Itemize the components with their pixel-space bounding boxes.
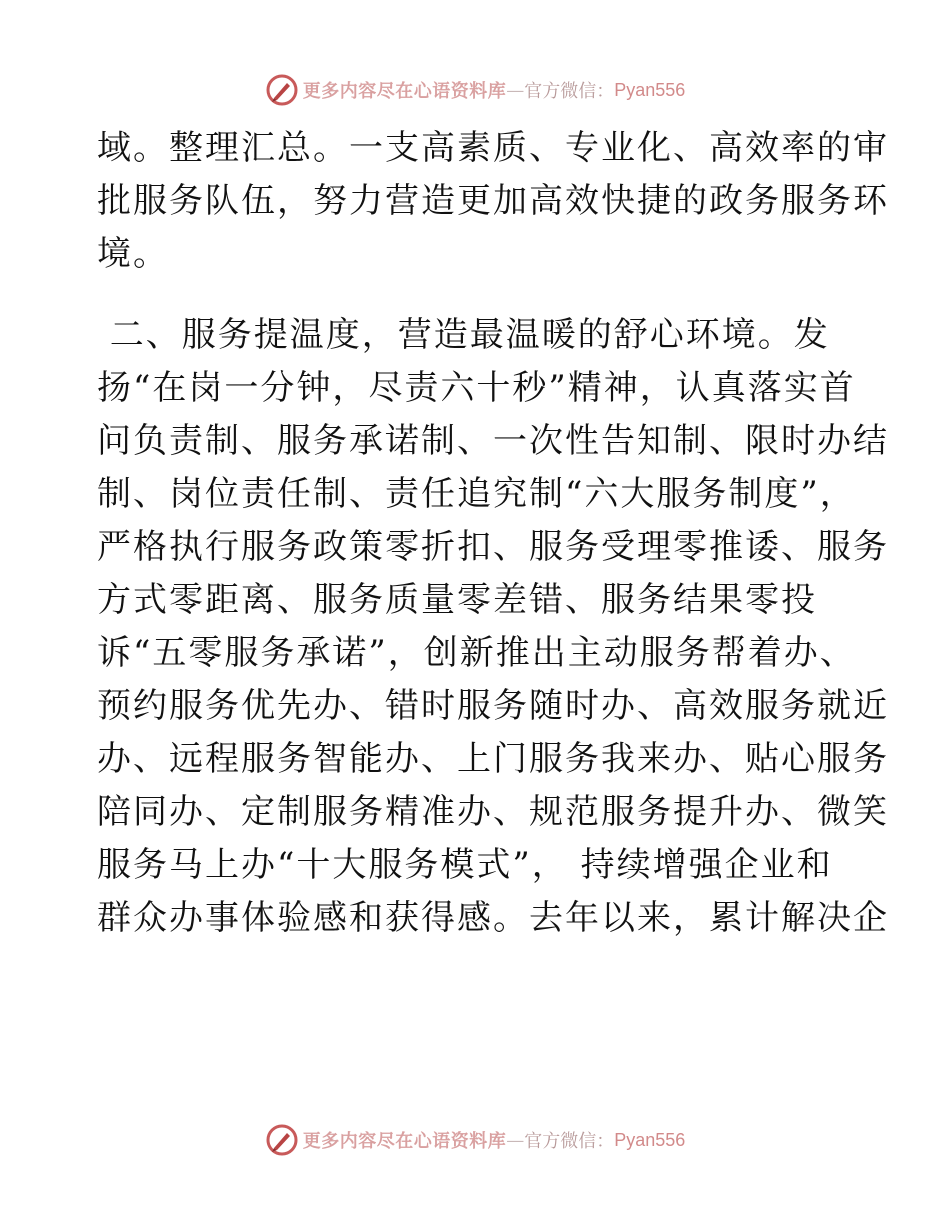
watermark-account: Pyan556 (614, 79, 686, 100)
watermark-account: Pyan556 (614, 1129, 686, 1150)
pen-logo-icon (265, 1123, 299, 1157)
footer-watermark (0, 1120, 950, 1160)
watermark-separator: — (506, 79, 525, 101)
watermark-separator: — (506, 1129, 525, 1151)
text-line: 制、岗位责任制、责任追究制“六大服务制度”， (97, 474, 856, 514)
text-line: 办、远程服务智能办、上门服务我来办、贴心服务 (97, 739, 889, 779)
text-line: 境。 (97, 234, 169, 274)
text-line: 严格执行服务政策零折扣、服务受理零推诿、服务 (97, 527, 889, 567)
header-watermark (0, 70, 950, 110)
text-line: 域。整理汇总。一支高素质、专业化、高效率的审 (97, 128, 889, 168)
text-line: 群众办事体验感和获得感。去年以来，累计解决企 (97, 898, 889, 938)
text-line: 预约服务优先办、错时服务随时办、高效服务就近 (97, 686, 889, 726)
paragraph-2 (97, 309, 889, 945)
text-line: 陪同办、定制服务精准办、规范服务提升办、微笑 (97, 792, 889, 832)
document-body (97, 122, 889, 945)
text-line: 批服务队伍，努力营造更加高效快捷的政务服务环 (97, 181, 889, 221)
text-line: 方式零距离、服务质量零差错、服务结果零投 (97, 580, 817, 620)
watermark-sub-text: 官方微信： (524, 1131, 615, 1152)
watermark-sub-text: 官方微信： (524, 81, 615, 102)
text-line: 扬“在岗一分钟，尽责六十秒”精神，认真落实首 (97, 368, 856, 408)
text-line: 诉“五零服务承诺”，创新推出主动服务帮着办、 (97, 633, 856, 673)
text-line: 问负责制、服务承诺制、一次性告知制、限时办结 (97, 421, 889, 461)
pen-logo-icon (265, 73, 299, 107)
text-line: 二、服务提温度，营造最温暖的舒心环境。发 (97, 315, 830, 355)
watermark-main-text: 更多内容尽在心语资料库 (302, 81, 507, 102)
watermark-main-text: 更多内容尽在心语资料库 (302, 1131, 507, 1152)
text-line: 服务马上办“十大服务模式”， 持续增强企业和 (97, 845, 833, 885)
paragraph-1 (97, 122, 889, 281)
